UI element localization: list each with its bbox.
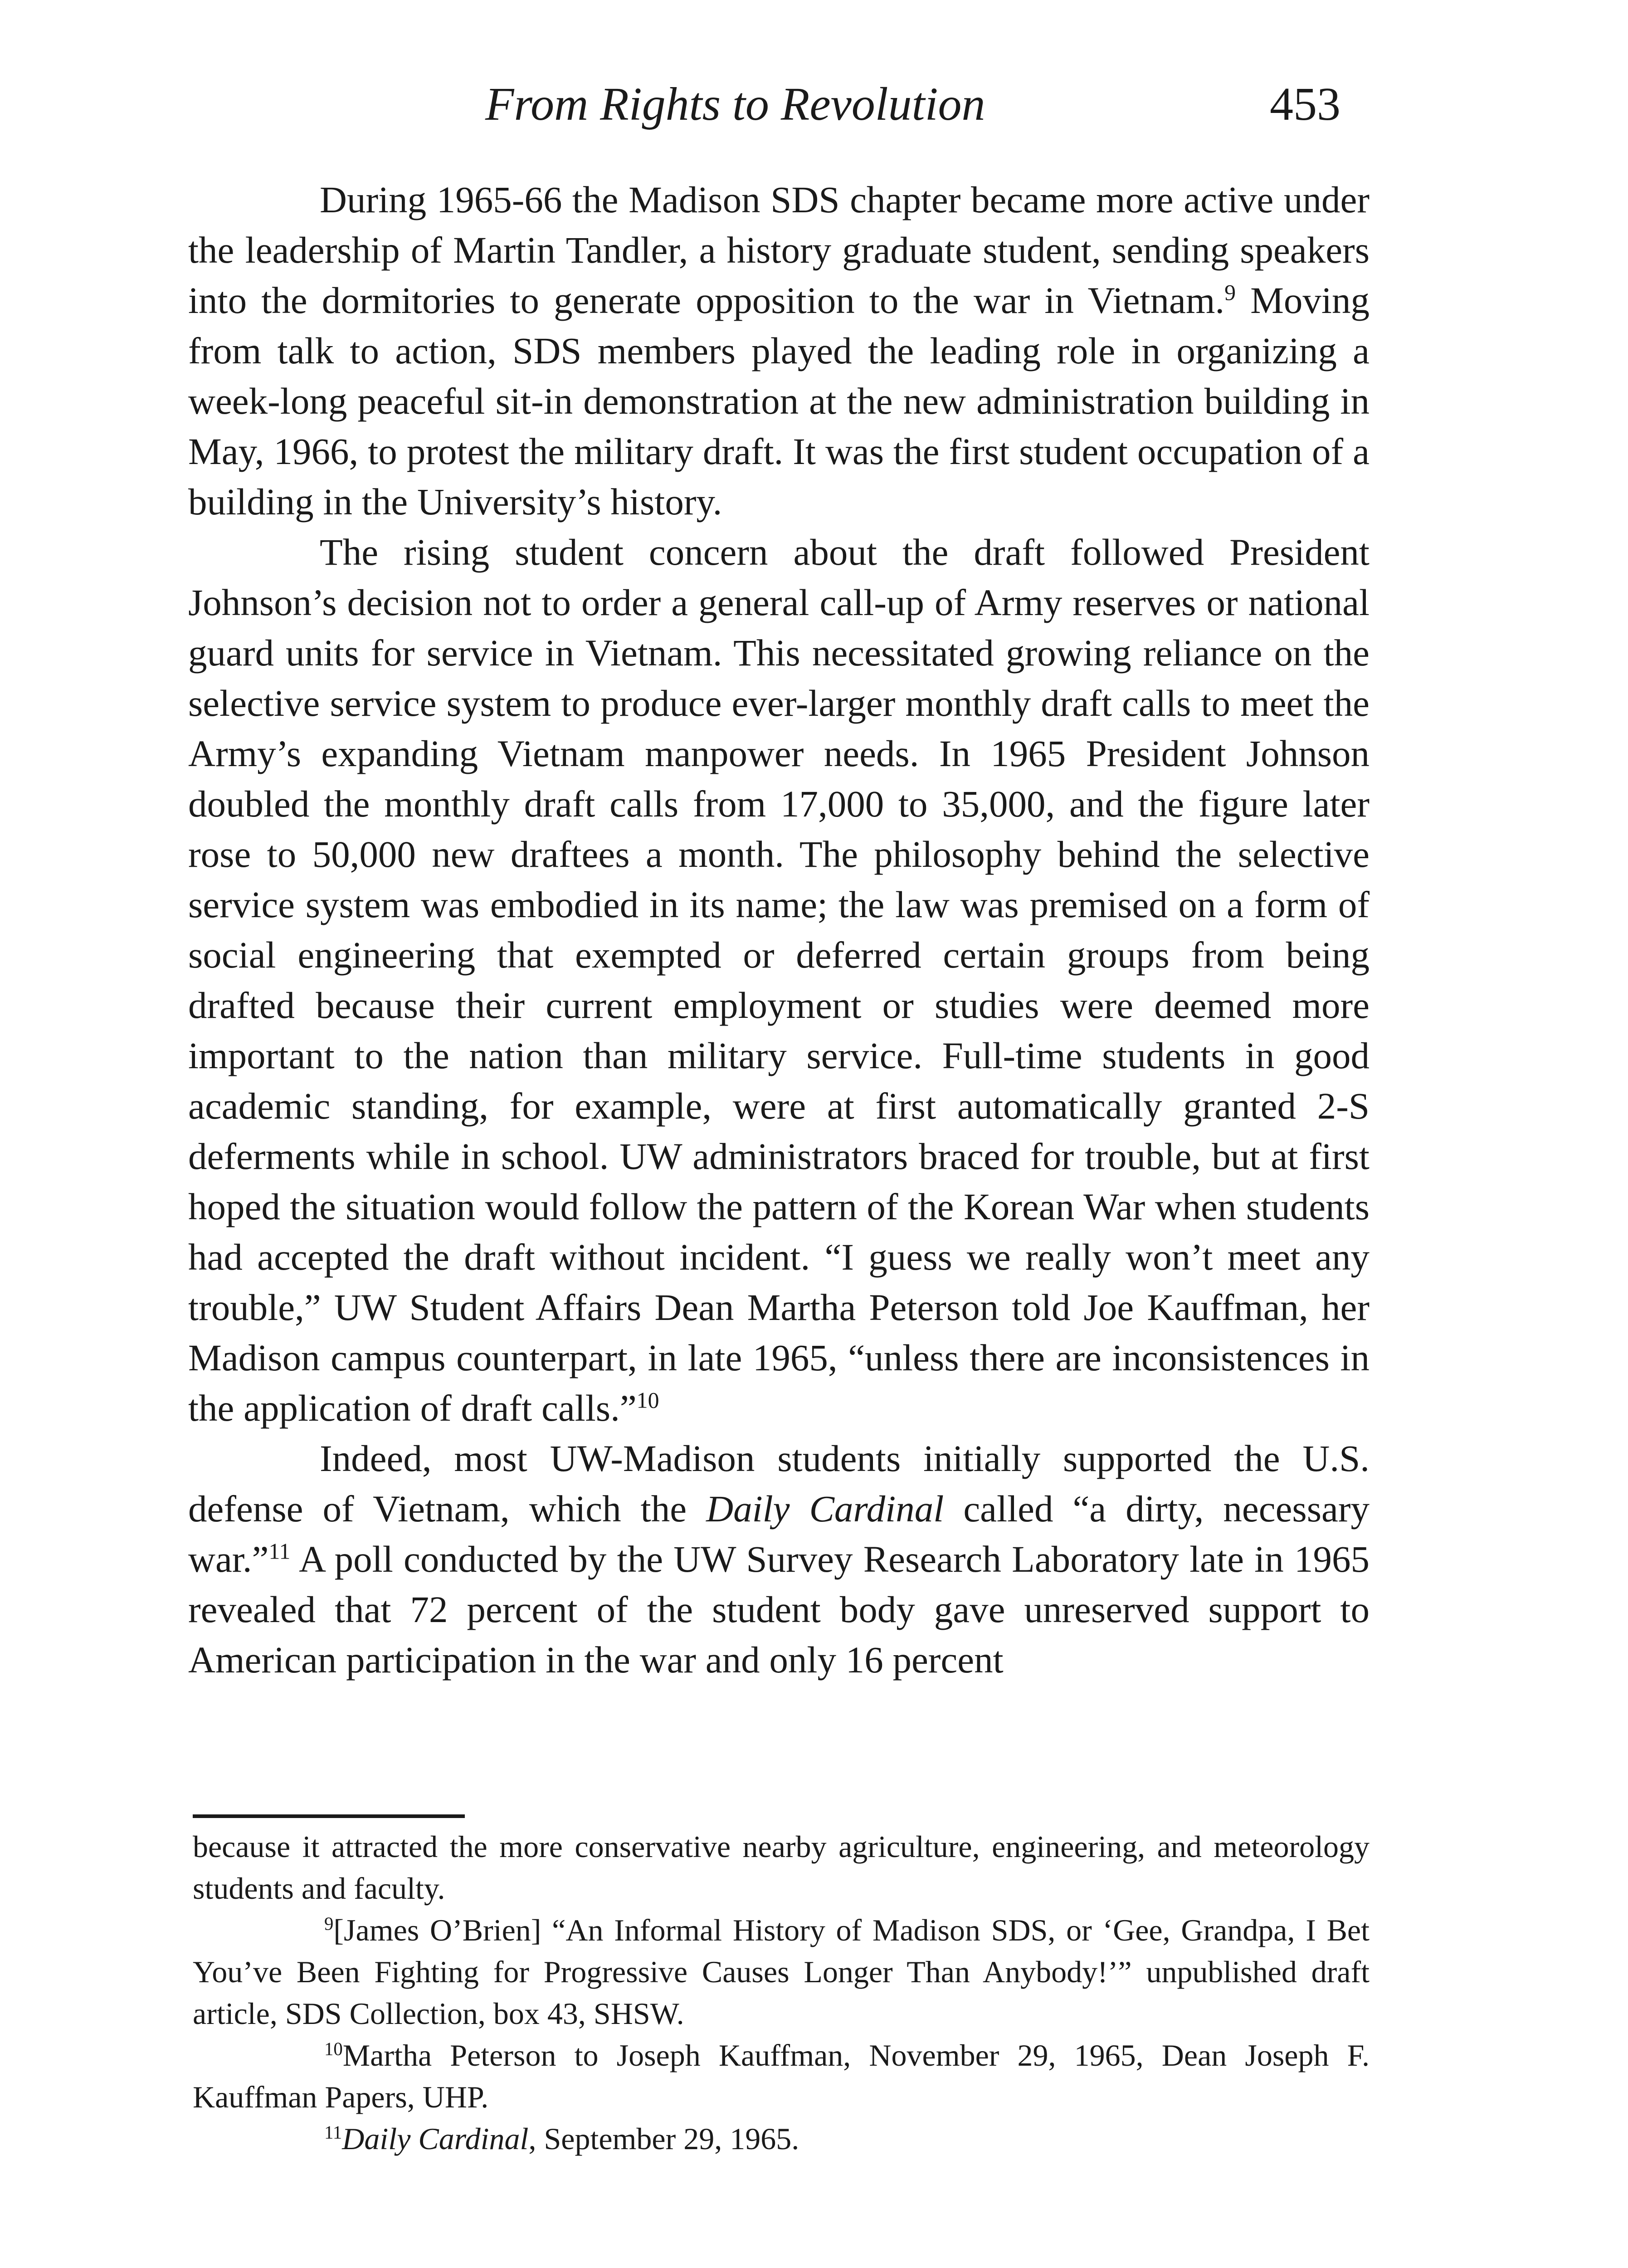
footnote-divider [193, 1814, 465, 1818]
footnote-11 [193, 2118, 1370, 2160]
paragraph-1-text-a: During 1965-66 the Madison SDS chapter became more active under the leadership of Martin Tandler, a history graduate student, sending speakers into the dormitories to generate opposition to the war in Vietnam. [188, 179, 1370, 321]
body-text [188, 175, 1370, 1685]
paragraph-3-text-b: called “a dirty, necessary war.” [188, 1488, 1370, 1580]
footnote-continued: because it attracted the more conservative nearby agriculture, engineering, and meteorology students and faculty. [193, 1829, 1370, 1906]
running-head: From Rights to Revolution [485, 78, 985, 130]
paragraph-3-text-c: A poll conducted by the UW Survey Research Laboratory late in 1965 revealed that 72 percent of the student body gave unreserved support to American participation in the war and only 16 percent [188, 1538, 1370, 1681]
paragraph-3 [188, 1433, 1370, 1685]
footnote-10-number: 10 [324, 2038, 343, 2059]
paragraph-1-text-b: Moving from talk to action, SDS members played the leading role in organizing a week-long peaceful sit-in demonstration at the new administration building in May, 1966, to protest the military draft. It was the first student occupation of a building in the University’s history. [188, 279, 1370, 523]
footnote-9-number: 9 [324, 1913, 334, 1934]
paragraph-3-text-a: Indeed, most UW-Madison students initially supported the U.S. defense of Vietnam, which the [188, 1437, 1370, 1530]
paragraph-1 [188, 175, 1370, 527]
footnote-ref-11: 11 [268, 1539, 291, 1564]
footnote-11-number: 11 [324, 2122, 342, 2143]
paragraph-2-text: The rising student concern about the draft followed President Johnson’s decision not to order a general call-up of Army reserves or national guard units for service in Vietnam. This necessitated growing reliance on the selective service system to produce ever-larger monthly draft calls to meet the Army’s expanding Vietnam manpower needs. In 1965 President Johnson doubled the monthly draft calls from 17,000 to 35,000, and the figure later rose to 50,000 new draftees a month. The philosophy behind the selective service system was embodied in its name; the law was premised on a form of social engineering that exempted or deferred certain groups from being drafted because their current employment or studies were deemed more important to the nation than military service. Full-time students in good academic standing, for example, were at first automatically granted 2-S deferments while in school. UW administrators braced for trouble, but at first hoped the situation would follow the pattern of the Korean War when students had accepted the draft without incident. “I guess we really won’t meet any trouble,” UW Student Affairs Dean Martha Peterson told Joe Kauffman, her Madison campus counterpart, in late 1965, “unless there are inconsistences in the application of draft calls.” [188, 531, 1370, 1429]
footnotes [193, 1826, 1370, 2160]
footnote-11-italic-title: Daily Cardinal [342, 2121, 529, 2156]
footnote-11-text: , September 29, 1965. [528, 2121, 799, 2156]
page-header [485, 73, 1392, 136]
page-number: 453 [1270, 78, 1340, 130]
footnote-9 [193, 1909, 1370, 2034]
footnote-ref-10: 10 [636, 1388, 659, 1413]
paragraph-3-italic-title: Daily Cardinal [706, 1488, 944, 1530]
footnote-9-text: [James O’Brien] “An Informal History of Madison SDS, or ‘Gee, Grandpa, I Bet You’ve Been Fighting for Progressive Causes Longer Than Anybody!’” unpublished draft article, SDS Collection, box 43, SHSW. [193, 1913, 1370, 2031]
paragraph-2 [188, 527, 1370, 1433]
footnote-10-text: Martha Peterson to Joseph Kauffman, November 29, 1965, Dean Joseph F. Kauffman Papers, UHP. [193, 2038, 1370, 2114]
footnote-ref-9: 9 [1224, 280, 1236, 305]
footnote-10 [193, 2034, 1370, 2118]
